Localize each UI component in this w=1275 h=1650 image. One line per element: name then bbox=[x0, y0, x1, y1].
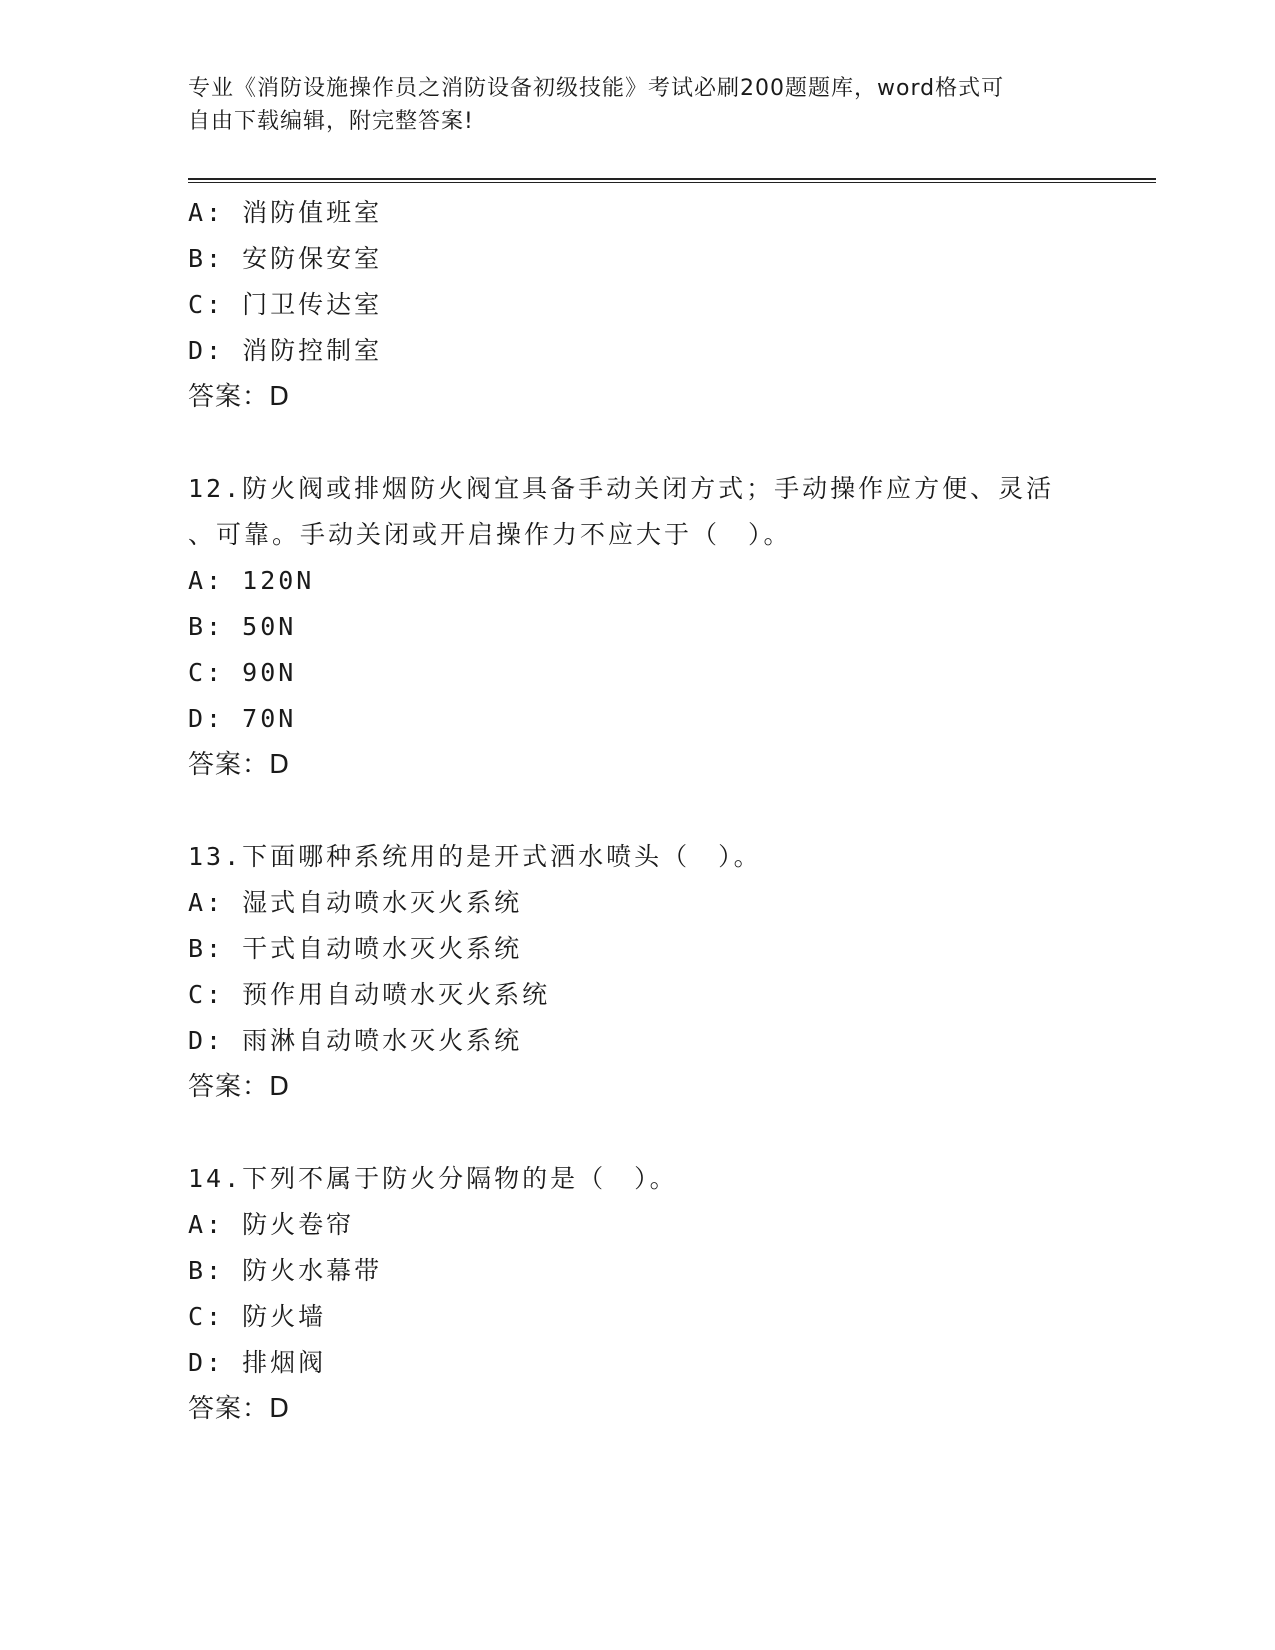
answer-line: 答案：D bbox=[188, 382, 291, 412]
question-stem: 13.下面哪种系统用的是开式洒水喷头（ ）。 bbox=[188, 842, 762, 871]
question-block-11 bbox=[188, 190, 1148, 420]
option-c: C: 预作用自动喷水灭火系统 bbox=[188, 980, 551, 1009]
option-b: B: 干式自动喷水灭火系统 bbox=[188, 934, 523, 963]
question-stem: 14.下列不属于防火分隔物的是（ ）。 bbox=[188, 1164, 678, 1193]
option-b: B: 防火水幕带 bbox=[188, 1256, 383, 1285]
option-a: A: 120N bbox=[188, 566, 315, 595]
question-list bbox=[188, 190, 1148, 1432]
document-header bbox=[188, 72, 1088, 138]
spacer bbox=[188, 420, 1148, 466]
option-d: D: 雨淋自动喷水灭火系统 bbox=[188, 1026, 523, 1055]
answer-line: 答案：D bbox=[188, 1072, 291, 1102]
option-d: D: 70N bbox=[188, 704, 297, 733]
option-d: D: 消防控制室 bbox=[188, 336, 383, 365]
option-c: C: 门卫传达室 bbox=[188, 290, 383, 319]
spacer bbox=[188, 788, 1148, 834]
spacer bbox=[188, 1110, 1148, 1156]
question-block-13 bbox=[188, 834, 1148, 1110]
answer-line: 答案：D bbox=[188, 1394, 291, 1424]
option-a: A: 湿式自动喷水灭火系统 bbox=[188, 888, 523, 917]
option-b: B: 50N bbox=[188, 612, 297, 641]
option-a: A: 消防值班室 bbox=[188, 198, 383, 227]
option-c: C: 防火墙 bbox=[188, 1302, 327, 1331]
header-divider bbox=[188, 178, 1156, 183]
option-b: B: 安防保安室 bbox=[188, 244, 383, 273]
question-block-12 bbox=[188, 466, 1148, 788]
question-block-14 bbox=[188, 1156, 1148, 1432]
option-d: D: 排烟阀 bbox=[188, 1348, 327, 1377]
option-c: C: 90N bbox=[188, 658, 297, 687]
header-line-1: 专业《消防设施操作员之消防设备初级技能》考试必刷200题题库，word格式可 bbox=[188, 76, 1005, 101]
question-stem: 12.防火阀或排烟防火阀宜具备手动关闭方式；手动操作应方便、灵活 bbox=[188, 474, 1055, 503]
header-line-2: 自由下载编辑，附完整答案! bbox=[188, 109, 474, 134]
option-a: A: 防火卷帘 bbox=[188, 1210, 355, 1239]
question-stem-continued: 、可靠。手动关闭或开启操作力不应大于（ ）。 bbox=[188, 520, 792, 549]
answer-line: 答案：D bbox=[188, 750, 291, 780]
